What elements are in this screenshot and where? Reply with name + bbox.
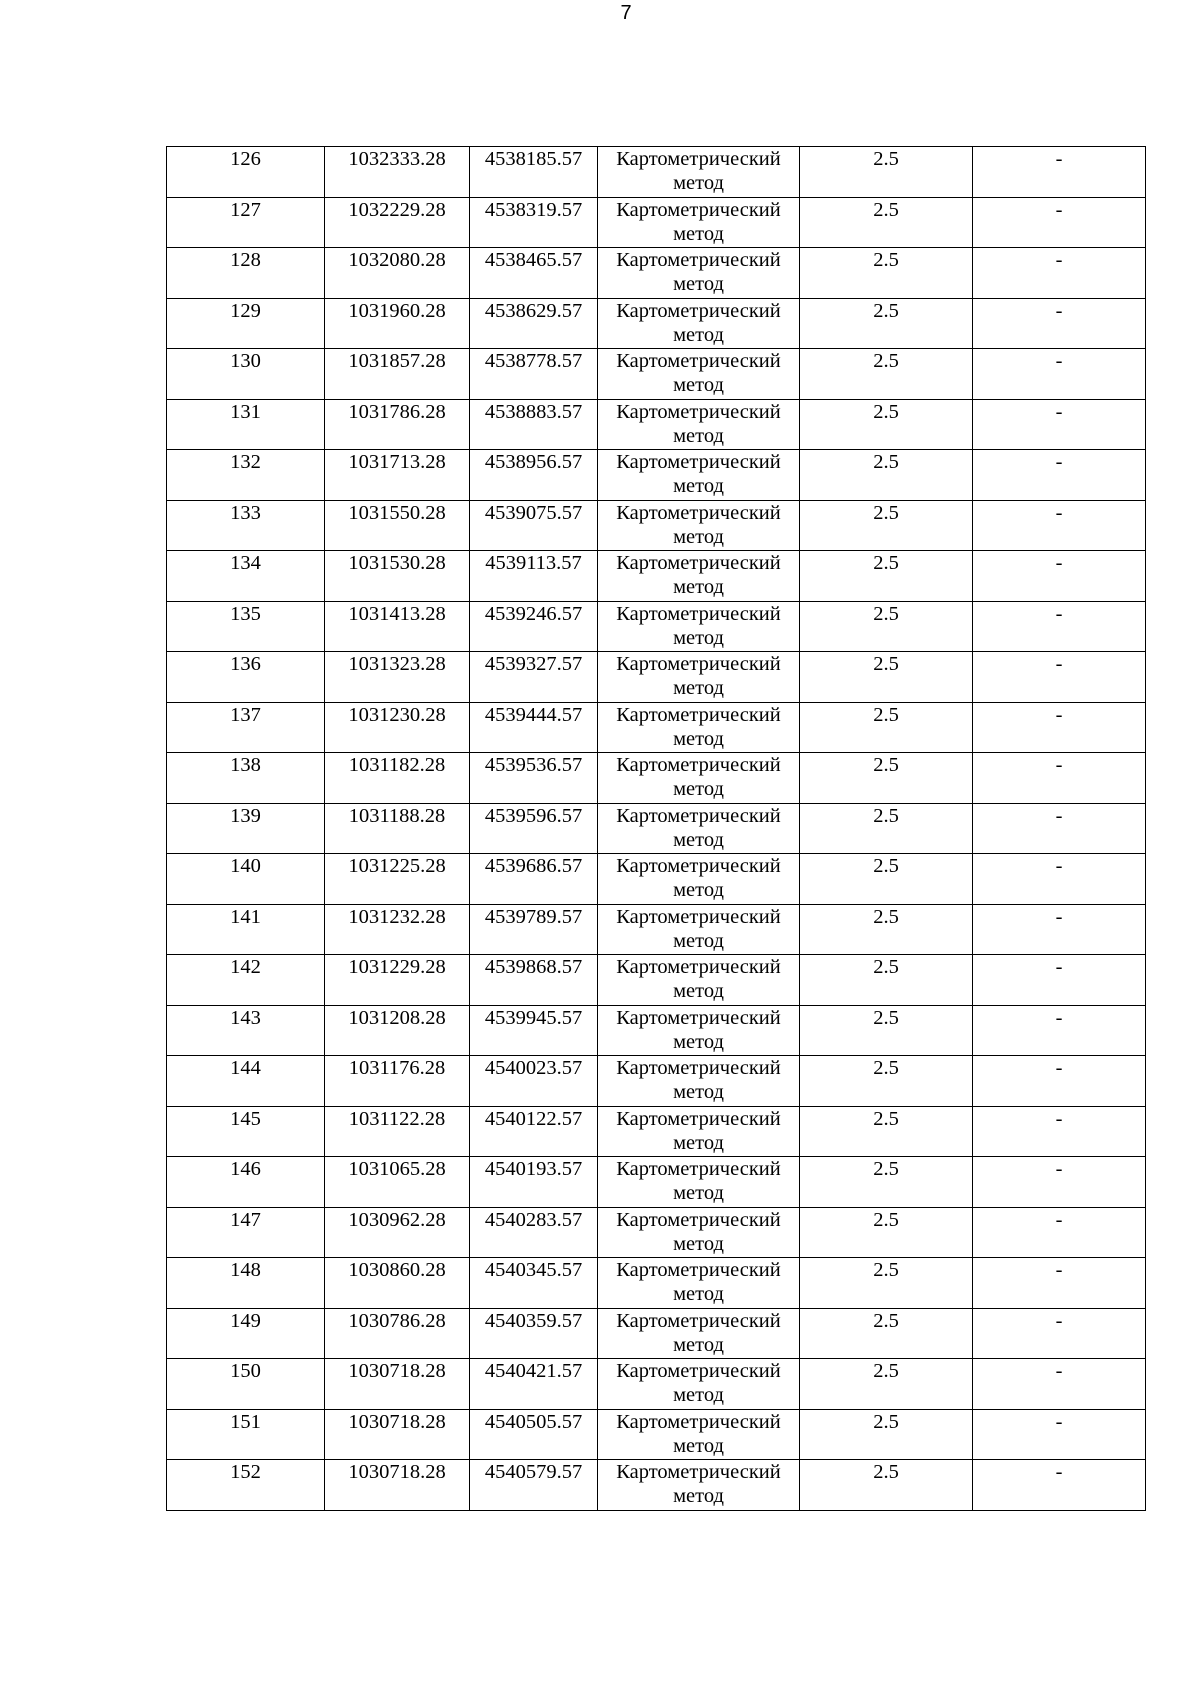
x-coordinate-cell: 1031323.28 [325, 652, 470, 703]
x-coordinate-cell: 1031530.28 [325, 551, 470, 602]
point-number-cell: 127 [167, 197, 325, 248]
x-coordinate-cell: 1030718.28 [325, 1460, 470, 1511]
method-line-1: Картометрический [616, 1410, 781, 1433]
method-line-2: метод [673, 273, 724, 295]
method-line-1: Картометрический [616, 1057, 781, 1079]
description-cell: - [973, 753, 1146, 804]
description-cell: - [973, 702, 1146, 753]
accuracy-cell: 2.5 [800, 399, 973, 450]
method-line-1: Картометрический [616, 703, 781, 726]
method-cell [598, 1460, 800, 1511]
method-cell [598, 904, 800, 955]
description-cell: - [973, 1359, 1146, 1410]
x-coordinate-cell: 1031182.28 [325, 753, 470, 804]
accuracy-cell: 2.5 [800, 1106, 973, 1157]
point-number-cell: 137 [167, 702, 325, 753]
point-number-cell: 145 [167, 1106, 325, 1157]
y-coordinate-cell: 4540421.57 [470, 1359, 598, 1410]
method-cell [598, 248, 800, 299]
table-row [167, 1258, 1146, 1309]
table-row [167, 753, 1146, 804]
method-line-2: метод [673, 424, 724, 447]
method-cell [598, 349, 800, 400]
x-coordinate-cell: 1031413.28 [325, 601, 470, 652]
accuracy-cell: 2.5 [800, 601, 973, 652]
table-row [167, 702, 1146, 753]
table-row [167, 248, 1146, 299]
table-row [167, 551, 1146, 602]
point-number-cell: 149 [167, 1308, 325, 1359]
x-coordinate-cell: 1030786.28 [325, 1308, 470, 1359]
accuracy-cell: 2.5 [800, 248, 973, 299]
accuracy-cell: 2.5 [800, 349, 973, 400]
coordinates-table-body [167, 147, 1146, 1511]
point-number-cell: 131 [167, 399, 325, 450]
accuracy-cell: 2.5 [800, 197, 973, 248]
y-coordinate-cell: 4539327.57 [470, 652, 598, 703]
y-coordinate-cell: 4538956.57 [470, 450, 598, 501]
method-cell [598, 1157, 800, 1208]
method-line-1: Картометрический [616, 1461, 781, 1483]
table-row [167, 450, 1146, 501]
method-line-2: метод [673, 475, 724, 497]
table-row [167, 298, 1146, 349]
y-coordinate-cell: 4539536.57 [470, 753, 598, 804]
method-cell [598, 1005, 800, 1056]
table-row [167, 349, 1146, 400]
method-line-2: метод [673, 677, 724, 699]
table-row [167, 1106, 1146, 1157]
method-line-1: Картометрический [616, 299, 781, 322]
point-number-cell: 136 [167, 652, 325, 703]
method-line-1: Картометрический [616, 451, 781, 473]
x-coordinate-cell: 1032080.28 [325, 248, 470, 299]
description-cell: - [973, 399, 1146, 450]
coordinates-table [166, 146, 1146, 1511]
point-number-cell: 146 [167, 1157, 325, 1208]
accuracy-cell: 2.5 [800, 1207, 973, 1258]
method-line-2: метод [673, 879, 724, 901]
description-cell: - [973, 450, 1146, 501]
point-number-cell: 148 [167, 1258, 325, 1309]
method-line-2: метод [673, 929, 724, 952]
method-line-2: метод [673, 222, 724, 245]
method-line-1: Картометрический [616, 602, 781, 625]
accuracy-cell: 2.5 [800, 854, 973, 905]
point-number-cell: 128 [167, 248, 325, 299]
accuracy-cell: 2.5 [800, 955, 973, 1006]
description-cell: - [973, 1258, 1146, 1309]
method-cell [598, 298, 800, 349]
y-coordinate-cell: 4539444.57 [470, 702, 598, 753]
y-coordinate-cell: 4539113.57 [470, 551, 598, 602]
table-row [167, 197, 1146, 248]
page-number: 7 [620, 2, 632, 24]
method-line-1: Картометрический [616, 1208, 781, 1231]
method-line-2: метод [673, 980, 724, 1002]
method-cell [598, 551, 800, 602]
description-cell: - [973, 904, 1146, 955]
description-cell: - [973, 652, 1146, 703]
method-cell [598, 1308, 800, 1359]
method-line-1: Картометрический [616, 350, 781, 372]
description-cell: - [973, 349, 1146, 400]
table-row [167, 904, 1146, 955]
x-coordinate-cell: 1032333.28 [325, 147, 470, 198]
x-coordinate-cell: 1031065.28 [325, 1157, 470, 1208]
method-line-1: Картометрический [616, 653, 781, 675]
method-line-1: Картометрический [616, 148, 781, 170]
description-cell: - [973, 854, 1146, 905]
y-coordinate-cell: 4538185.57 [470, 147, 598, 198]
description-cell: - [973, 1207, 1146, 1258]
table-row [167, 955, 1146, 1006]
description-cell: - [973, 298, 1146, 349]
method-cell [598, 1359, 800, 1410]
method-line-1: Картометрический [616, 1259, 781, 1281]
table-row [167, 1359, 1146, 1410]
y-coordinate-cell: 4539686.57 [470, 854, 598, 905]
y-coordinate-cell: 4539945.57 [470, 1005, 598, 1056]
point-number-cell: 143 [167, 1005, 325, 1056]
method-line-1: Картометрический [616, 754, 781, 776]
point-number-cell: 138 [167, 753, 325, 804]
method-cell [598, 1258, 800, 1309]
y-coordinate-cell: 4539596.57 [470, 803, 598, 854]
accuracy-cell: 2.5 [800, 551, 973, 602]
y-coordinate-cell: 4540505.57 [470, 1409, 598, 1460]
accuracy-cell: 2.5 [800, 298, 973, 349]
point-number-cell: 152 [167, 1460, 325, 1511]
method-cell [598, 399, 800, 450]
accuracy-cell: 2.5 [800, 1308, 973, 1359]
method-line-1: Картометрический [616, 249, 781, 271]
method-line-2: метод [673, 323, 724, 346]
description-cell: - [973, 147, 1146, 198]
point-number-cell: 139 [167, 803, 325, 854]
table-row [167, 1409, 1146, 1460]
method-line-2: метод [673, 1081, 724, 1103]
x-coordinate-cell: 1031225.28 [325, 854, 470, 905]
description-cell: - [973, 1460, 1146, 1511]
x-coordinate-cell: 1031230.28 [325, 702, 470, 753]
y-coordinate-cell: 4538319.57 [470, 197, 598, 248]
method-line-2: метод [673, 1434, 724, 1457]
table-row [167, 1005, 1146, 1056]
method-line-1: Картометрический [616, 1107, 781, 1130]
y-coordinate-cell: 4540345.57 [470, 1258, 598, 1309]
description-cell: - [973, 1157, 1146, 1208]
method-cell [598, 450, 800, 501]
y-coordinate-cell: 4540193.57 [470, 1157, 598, 1208]
x-coordinate-cell: 1031550.28 [325, 500, 470, 551]
method-cell [598, 500, 800, 551]
x-coordinate-cell: 1031188.28 [325, 803, 470, 854]
y-coordinate-cell: 4540122.57 [470, 1106, 598, 1157]
accuracy-cell: 2.5 [800, 803, 973, 854]
method-line-1: Картометрический [616, 552, 781, 574]
point-number-cell: 133 [167, 500, 325, 551]
accuracy-cell: 2.5 [800, 1005, 973, 1056]
table-row [167, 1056, 1146, 1107]
method-line-2: метод [673, 1131, 724, 1154]
description-cell: - [973, 1409, 1146, 1460]
method-line-1: Картометрический [616, 956, 781, 978]
table-row [167, 1157, 1146, 1208]
x-coordinate-cell: 1031176.28 [325, 1056, 470, 1107]
table-row [167, 854, 1146, 905]
method-cell [598, 1106, 800, 1157]
method-line-2: метод [673, 374, 724, 396]
x-coordinate-cell: 1031229.28 [325, 955, 470, 1006]
table-row [167, 601, 1146, 652]
table-row [167, 652, 1146, 703]
x-coordinate-cell: 1031857.28 [325, 349, 470, 400]
accuracy-cell: 2.5 [800, 1409, 973, 1460]
description-cell: - [973, 1106, 1146, 1157]
x-coordinate-cell: 1031786.28 [325, 399, 470, 450]
point-number-cell: 147 [167, 1207, 325, 1258]
y-coordinate-cell: 4539789.57 [470, 904, 598, 955]
method-cell [598, 854, 800, 905]
description-cell: - [973, 803, 1146, 854]
x-coordinate-cell: 1031960.28 [325, 298, 470, 349]
method-line-1: Картометрический [616, 1360, 781, 1382]
accuracy-cell: 2.5 [800, 500, 973, 551]
accuracy-cell: 2.5 [800, 147, 973, 198]
method-cell [598, 753, 800, 804]
method-line-1: Картометрический [616, 400, 781, 423]
y-coordinate-cell: 4539075.57 [470, 500, 598, 551]
description-cell: - [973, 197, 1146, 248]
x-coordinate-cell: 1030860.28 [325, 1258, 470, 1309]
method-cell [598, 147, 800, 198]
x-coordinate-cell: 1031208.28 [325, 1005, 470, 1056]
description-cell: - [973, 1005, 1146, 1056]
point-number-cell: 144 [167, 1056, 325, 1107]
point-number-cell: 141 [167, 904, 325, 955]
accuracy-cell: 2.5 [800, 1056, 973, 1107]
accuracy-cell: 2.5 [800, 1359, 973, 1410]
accuracy-cell: 2.5 [800, 1258, 973, 1309]
x-coordinate-cell: 1031713.28 [325, 450, 470, 501]
method-line-2: метод [673, 1333, 724, 1356]
accuracy-cell: 2.5 [800, 450, 973, 501]
y-coordinate-cell: 4538883.57 [470, 399, 598, 450]
x-coordinate-cell: 1032229.28 [325, 197, 470, 248]
method-cell [598, 803, 800, 854]
point-number-cell: 129 [167, 298, 325, 349]
method-cell [598, 1056, 800, 1107]
point-number-cell: 130 [167, 349, 325, 400]
accuracy-cell: 2.5 [800, 904, 973, 955]
y-coordinate-cell: 4539868.57 [470, 955, 598, 1006]
accuracy-cell: 2.5 [800, 652, 973, 703]
method-line-2: метод [673, 828, 724, 851]
method-line-1: Картометрический [616, 198, 781, 221]
method-line-2: метод [673, 727, 724, 750]
method-cell [598, 601, 800, 652]
point-number-cell: 150 [167, 1359, 325, 1410]
table-row [167, 1308, 1146, 1359]
x-coordinate-cell: 1030718.28 [325, 1359, 470, 1410]
y-coordinate-cell: 4539246.57 [470, 601, 598, 652]
x-coordinate-cell: 1030718.28 [325, 1409, 470, 1460]
method-line-1: Картометрический [616, 804, 781, 827]
method-cell [598, 702, 800, 753]
method-cell [598, 197, 800, 248]
description-cell: - [973, 1056, 1146, 1107]
method-line-1: Картометрический [616, 855, 781, 877]
accuracy-cell: 2.5 [800, 702, 973, 753]
y-coordinate-cell: 4538629.57 [470, 298, 598, 349]
method-line-2: метод [673, 1384, 724, 1406]
method-line-1: Картометрический [616, 1158, 781, 1180]
point-number-cell: 151 [167, 1409, 325, 1460]
method-line-1: Картометрический [616, 1006, 781, 1029]
method-line-2: метод [673, 576, 724, 598]
method-cell [598, 1409, 800, 1460]
table-row [167, 1460, 1146, 1511]
y-coordinate-cell: 4538465.57 [470, 248, 598, 299]
method-cell [598, 955, 800, 1006]
accuracy-cell: 2.5 [800, 753, 973, 804]
y-coordinate-cell: 4540283.57 [470, 1207, 598, 1258]
y-coordinate-cell: 4540579.57 [470, 1460, 598, 1511]
description-cell: - [973, 601, 1146, 652]
table-row [167, 1207, 1146, 1258]
description-cell: - [973, 1308, 1146, 1359]
accuracy-cell: 2.5 [800, 1157, 973, 1208]
method-line-2: метод [673, 1232, 724, 1255]
method-line-1: Картометрический [616, 1309, 781, 1332]
description-cell: - [973, 955, 1146, 1006]
method-line-1: Картометрический [616, 501, 781, 524]
method-line-2: метод [673, 778, 724, 800]
method-cell [598, 652, 800, 703]
y-coordinate-cell: 4538778.57 [470, 349, 598, 400]
table-row [167, 500, 1146, 551]
method-line-1: Картометрический [616, 905, 781, 928]
table-row [167, 399, 1146, 450]
method-line-2: метод [673, 1283, 724, 1305]
description-cell: - [973, 551, 1146, 602]
accuracy-cell: 2.5 [800, 1460, 973, 1511]
table-row [167, 803, 1146, 854]
method-cell [598, 1207, 800, 1258]
method-line-2: метод [673, 1182, 724, 1204]
point-number-cell: 135 [167, 601, 325, 652]
point-number-cell: 142 [167, 955, 325, 1006]
y-coordinate-cell: 4540359.57 [470, 1308, 598, 1359]
point-number-cell: 140 [167, 854, 325, 905]
table-row [167, 147, 1146, 198]
method-line-2: метод [673, 1485, 724, 1507]
point-number-cell: 134 [167, 551, 325, 602]
point-number-cell: 126 [167, 147, 325, 198]
description-cell: - [973, 248, 1146, 299]
x-coordinate-cell: 1031122.28 [325, 1106, 470, 1157]
method-line-2: метод [673, 1030, 724, 1053]
method-line-2: метод [673, 626, 724, 649]
x-coordinate-cell: 1031232.28 [325, 904, 470, 955]
y-coordinate-cell: 4540023.57 [470, 1056, 598, 1107]
method-line-2: метод [673, 525, 724, 548]
point-number-cell: 132 [167, 450, 325, 501]
method-line-2: метод [673, 172, 724, 194]
description-cell: - [973, 500, 1146, 551]
x-coordinate-cell: 1030962.28 [325, 1207, 470, 1258]
